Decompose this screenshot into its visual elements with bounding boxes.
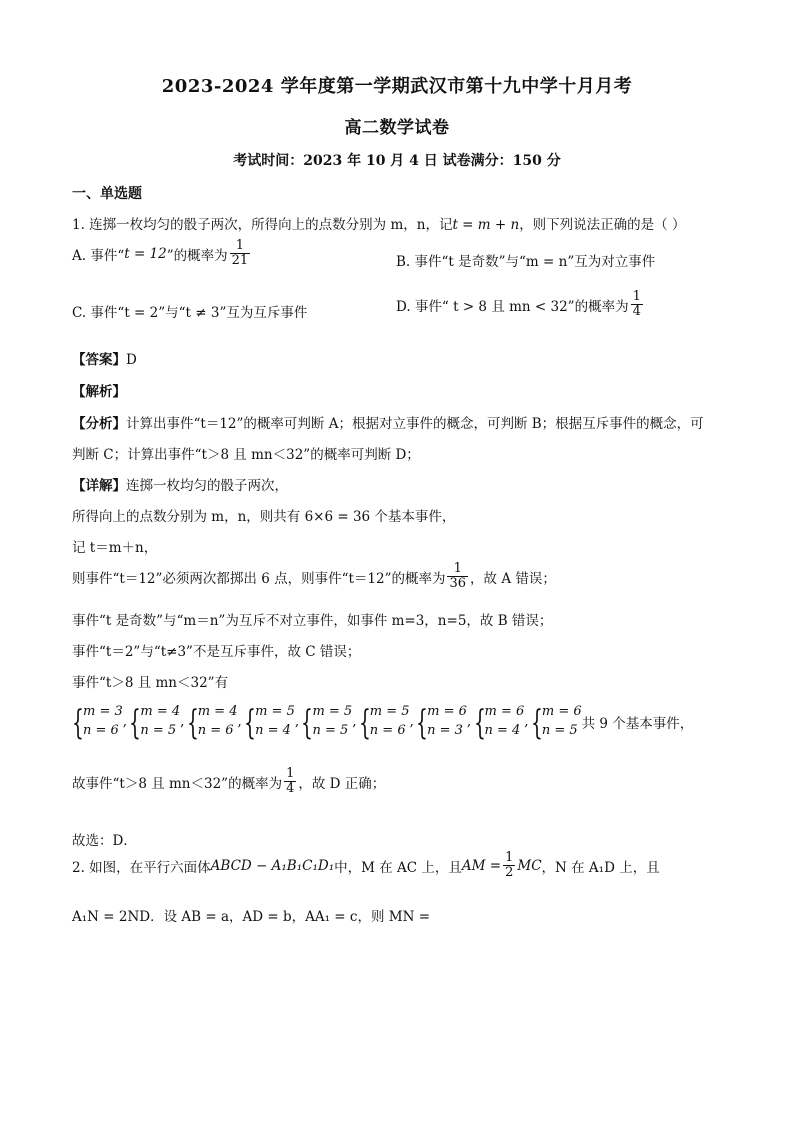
system-row: { m = 6 — [541, 704, 582, 719]
system-row: n = 3 — [427, 722, 463, 738]
option-a-fraction — [230, 239, 251, 269]
system-row: { m = 5 — [369, 704, 410, 719]
system-row: n = 4 — [484, 722, 521, 738]
system-row: n = 5 — [541, 722, 578, 738]
equation-system — [533, 703, 582, 741]
system-row: n = 6 — [197, 722, 234, 738]
system-row: { m = 5 — [255, 704, 295, 719]
q2-solid: ABCD − A₁B₁C₁D₁ — [210, 857, 335, 874]
fenxi-label: 【分析】 — [72, 416, 126, 432]
detail-line-1 — [72, 474, 288, 494]
system-row: { m = 4 — [197, 704, 238, 719]
fraction-denominator: 36 — [449, 576, 467, 592]
stem-text-a: 1. 连掷一枚均匀的骰子两次，所得向上的点数分别为 m，n，记 — [72, 217, 453, 233]
equation-system — [189, 703, 238, 741]
detail-8-fraction — [284, 767, 296, 797]
option-d-fraction — [631, 290, 643, 320]
detail-line-8 — [72, 767, 385, 797]
stem-formula: t = m + n — [452, 217, 520, 233]
fraction-numerator: 1 — [286, 766, 295, 781]
option-a-expr: t = 12 — [124, 245, 167, 262]
system-row: { m = 6 — [427, 704, 467, 719]
stem-text-b: ，则下列说法正确的是（ ） — [519, 217, 686, 233]
option-a-post: ”的概率为 — [166, 247, 228, 264]
choose-line: 故选：D． — [72, 833, 137, 849]
detail-line-2: 所得向上的点数分别为 m，n，则共有 6×6 = 36 个基本事件， — [72, 509, 456, 525]
detail-text-1: 连掷一枚均匀的骰子两次， — [126, 478, 288, 494]
q2-text-f: ，N 在 A₁D 上，且 — [541, 859, 660, 876]
equation-system — [246, 703, 295, 741]
option-c: C. 事件“t = 2”与“t ≠ 3”互为互斥事件 — [72, 305, 308, 321]
equation-system — [361, 703, 410, 741]
systems-post: 共 9 个基本事件， — [581, 715, 694, 732]
option-d-pre: D. 事件“ t > 8 且 mn < 32”的概率为 — [396, 298, 629, 315]
equation-system — [418, 703, 467, 741]
system-row: n = 5 — [312, 722, 349, 738]
q2-fraction — [503, 851, 515, 881]
detail-line-3: 记 t＝m＋n， — [72, 540, 158, 556]
fraction-denominator: 21 — [231, 253, 249, 269]
fraction-numerator: 1 — [447, 562, 468, 577]
option-a — [72, 239, 252, 269]
answer-line — [72, 348, 137, 368]
option-b: B. 事件“t 是奇数”与“m = n”互为对立事件 — [396, 254, 656, 270]
answer-value: D — [126, 352, 137, 368]
detail-line-5: 事件“t 是奇数”与“m＝n”为互斥不对立事件，如事件 m=3，n=5，故 B 错误； — [72, 613, 553, 629]
detail-line-6: 事件“t＝2”与“t≠3”不是互斥事件，故 C 错误； — [72, 644, 361, 660]
question-1-stem — [72, 213, 685, 233]
fraction-denominator: 4 — [286, 781, 295, 797]
q2-text-c: 中，M 在 AC 上，且 — [334, 859, 462, 876]
question-2-line-2: A₁N = 2ND．设 AB = a，AD = b，AA₁ = c，则 MN = — [72, 909, 431, 925]
detail-4-fraction — [447, 562, 468, 592]
q2-mc: MC — [517, 857, 542, 874]
equation-system — [476, 703, 525, 741]
detail-8-post: ，故 D 正确； — [298, 775, 386, 792]
q2-am: AM = — [461, 857, 502, 874]
detail-line-4 — [72, 562, 556, 592]
answer-label: 【答案】 — [72, 352, 126, 368]
fraction-numerator: 1 — [230, 239, 251, 254]
fenxi-line-1 — [72, 412, 704, 432]
detail-label: 【详解】 — [72, 478, 126, 494]
fraction-numerator: 1 — [505, 850, 514, 865]
system-row: n = 5 — [140, 722, 177, 738]
system-row: n = 4 — [255, 722, 291, 738]
section-heading: 一、单选题 — [72, 186, 142, 202]
fraction-denominator: 2 — [505, 865, 514, 881]
option-a-pre: A. 事件“ — [72, 247, 125, 264]
system-row: { m = 4 — [140, 704, 181, 719]
system-row: { m = 5 — [312, 704, 353, 719]
question-2-line-1 — [72, 851, 660, 881]
equation-systems-row: { m = 3 n = 6 , { m = 4 n = 5 , { m = 4 n = 6 , { m = 5 n = 4 , { m = 5 n = 5 , { m = 5 n = 6 , { m = 6 n = 3 , { m = 6 n = 4 , { m = 6 n = 5 共 9 个基本事件， — [74, 703, 693, 741]
detail-4-post: ，故 A 错误； — [470, 570, 556, 587]
exam-title: 2023-2024 学年度第一学期武汉市第十九中学十月月考 — [161, 76, 633, 97]
equation-system — [74, 703, 123, 741]
exam-info: 考试时间：2023 年 10 月 4 日 试卷满分：150 分 — [233, 153, 561, 169]
detail-8-pre: 故事件“t＞8 且 mn＜32”的概率为 — [72, 775, 283, 792]
system-row: { m = 3 — [83, 704, 123, 719]
option-d — [396, 290, 645, 320]
system-row: { m = 6 — [484, 704, 525, 719]
q2-text-a: 2. 如图，在平行六面体 — [72, 859, 211, 876]
system-row: n = 6 — [83, 722, 119, 738]
equation-system — [131, 703, 180, 741]
fraction-denominator: 4 — [632, 304, 641, 320]
fenxi-text-1: 计算出事件“t＝12”的概率可判断 A；根据对立事件的概念，可判断 B；根据互斥事件的概念，可 — [126, 416, 704, 432]
detail-line-7: 事件“t＞8 且 mn＜32”有 — [72, 675, 229, 691]
analysis-label: 【解析】 — [72, 384, 126, 400]
system-row: n = 6 — [369, 722, 406, 738]
exam-subtitle: 高二数学试卷 — [344, 118, 450, 138]
detail-4-pre: 则事件“t＝12”必须两次都掷出 6 点，则事件“t＝12”的概率为 — [72, 570, 446, 587]
equation-system — [303, 703, 352, 741]
fraction-numerator: 1 — [632, 289, 641, 304]
fenxi-line-2: 判断 C；计算出事件“t＞8 且 mn＜32”的概率可判断 D； — [72, 447, 420, 463]
